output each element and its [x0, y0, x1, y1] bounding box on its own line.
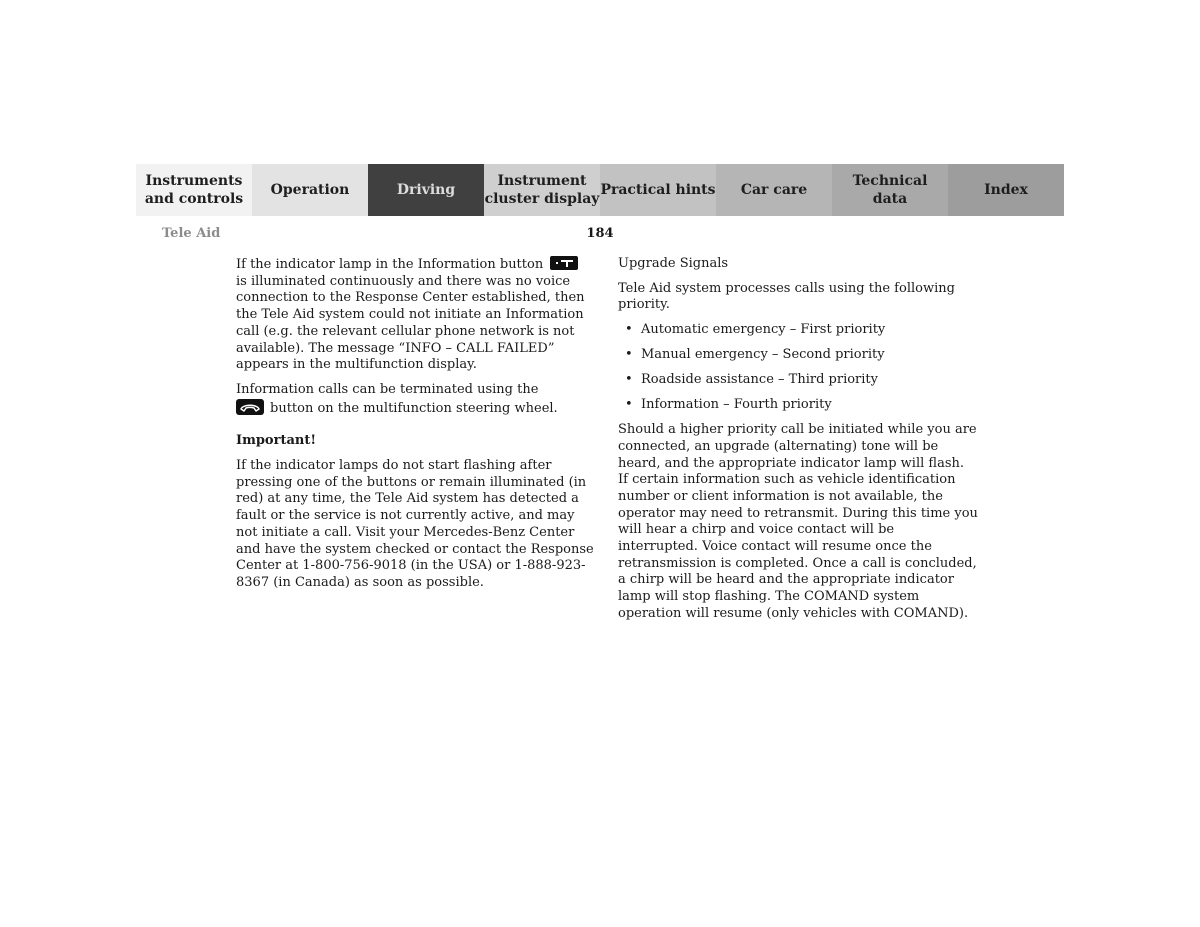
bullet-icon: • — [625, 347, 633, 363]
bullet-icon: • — [625, 322, 633, 338]
left-column — [236, 256, 596, 600]
section-title: Tele Aid — [162, 226, 221, 241]
tab-driving[interactable]: Driving — [368, 164, 484, 216]
tab-technical-data[interactable]: Technical data — [832, 164, 948, 216]
list-item — [618, 347, 978, 364]
upgrade-paragraph: Should a higher priority call be initiated while you are connected, an upgrade (alternating) tone will be heard, and the appropriate indicator lamp will flash. If certain information such as vehicle identification number or client information is not available, the operator may need to retransmit. During this time you will hear a chirp and voice contact will be interrupted. Voice contact will resume once the retransmission is completed. Once a call is concluded, a chirp will be heard and the appropriate indicator lamp will stop flashing. The COMAND system operation will resume (only vehicles with COMAND). — [618, 422, 978, 621]
tab-operation[interactable]: Operation — [252, 164, 368, 216]
priority-text: Manual emergency – Second priority — [641, 347, 885, 363]
para2-text-after-icon: button on the multifunction steering wheel. — [270, 400, 558, 416]
end-call-icon — [236, 399, 264, 415]
tab-practical-hints[interactable]: Practical hints — [600, 164, 716, 216]
bullet-icon: • — [625, 372, 633, 388]
priority-intro: Tele Aid system processes calls using the following priority. — [618, 280, 955, 313]
priority-text: Roadside assistance – Third priority — [641, 372, 879, 388]
tab-instrument-cluster-display[interactable]: Instrument cluster display — [484, 164, 600, 216]
para1-text-before-icon: If the indicator lamp in the Information button — [236, 257, 544, 272]
list-item — [618, 397, 978, 414]
para1-text-after-icon: is illuminated continuously and there was no voice connection to the Response Center established, then the Tele Aid system could not initiate an Information call (e.g. the relevant cellular phone network is not available). The message “INFO – CALL FAILED” appears in the multifunction display. — [236, 273, 585, 373]
fault-paragraph: If the indicator lamps do not start flashing after pressing one of the buttons or remain illuminated (in red) at any time, the Tele Aid system has detected a fault or the service is not currently active, and may not initiate a call. Visit your Mercedes-Benz Center and have the system checked or contact the Response Center at 1-800-756-9018 (in the USA) or 1-888-923-8367 (in Canada) as soon as possible. — [236, 458, 594, 590]
tab-index[interactable]: Index — [948, 164, 1064, 216]
right-column — [618, 256, 978, 631]
tab-instruments-and-controls[interactable]: Instruments and controls — [136, 164, 252, 216]
page-number: 184 — [586, 226, 614, 241]
priority-list — [618, 322, 978, 414]
priority-text: Information – Fourth priority — [641, 397, 832, 413]
info-call-failed-paragraph — [236, 256, 596, 374]
list-item — [618, 322, 978, 339]
para2-line1: Information calls can be terminated using the — [236, 381, 539, 397]
important-heading: Important! — [236, 433, 317, 449]
terminate-call-paragraph — [236, 382, 596, 417]
section-tab-bar — [136, 164, 1064, 216]
upgrade-signals-heading: Upgrade Signals — [618, 256, 729, 271]
information-button-icon — [550, 256, 578, 270]
list-item — [618, 372, 978, 389]
bullet-icon: • — [625, 397, 633, 413]
tab-car-care[interactable]: Car care — [716, 164, 832, 216]
priority-text: Automatic emergency – First priority — [641, 322, 886, 338]
